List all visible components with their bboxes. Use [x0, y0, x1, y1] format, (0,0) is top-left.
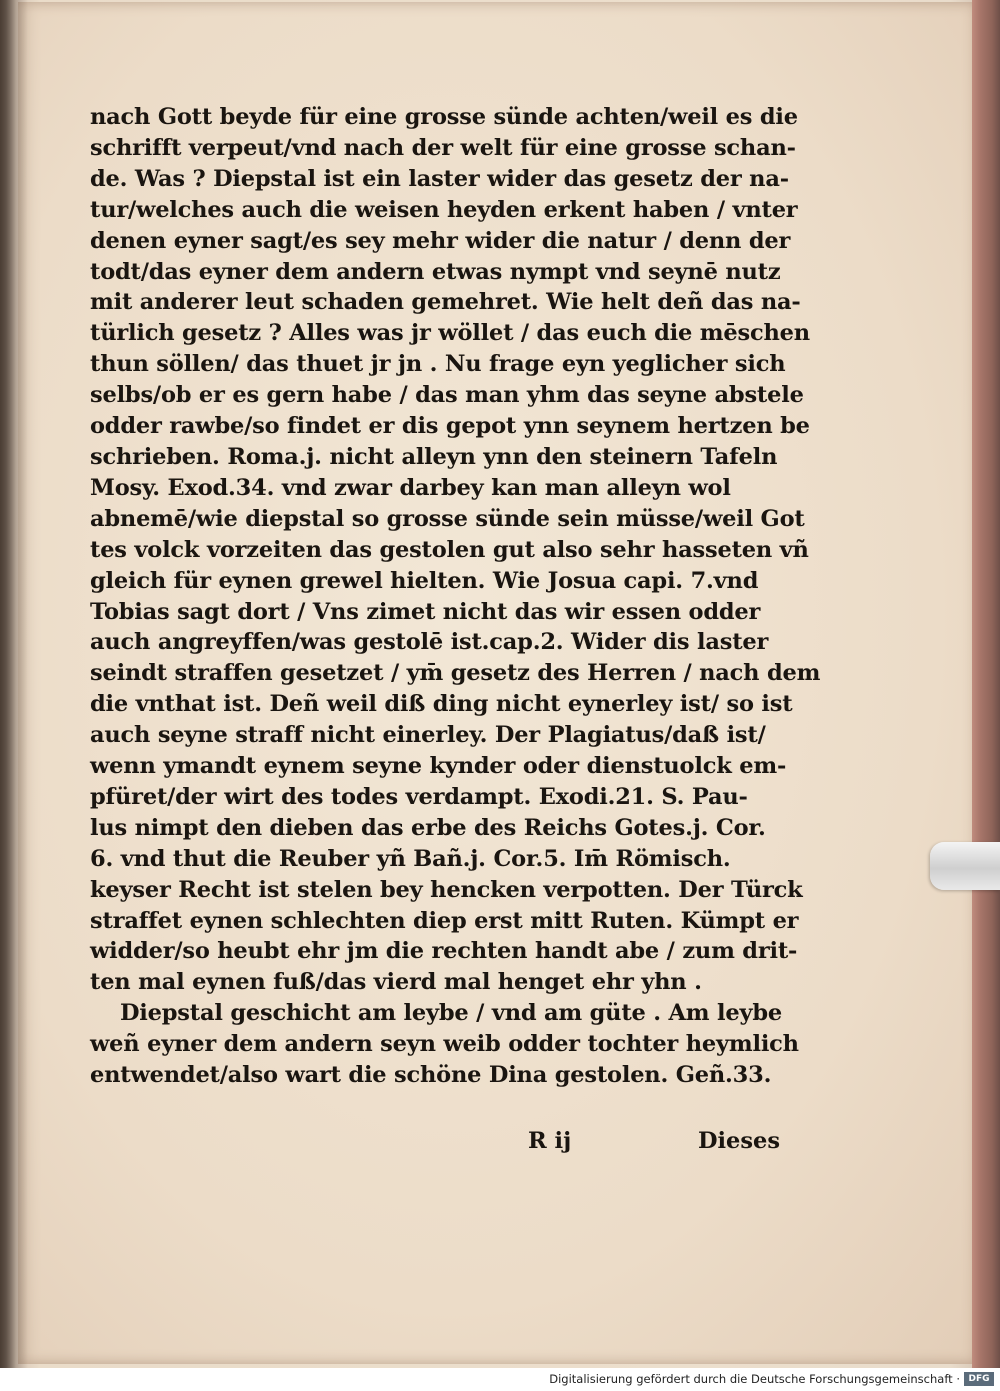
text-line: gleich für eynen grewel hielten. Wie Josua capi. 7.vnd	[90, 567, 759, 594]
text-line: odder rawbe/so findet er dis gepot ynn seynem hertzen be	[90, 413, 810, 440]
signature-mark: R ij	[528, 1128, 572, 1154]
text-line: seindt straffen gesetzet / ym̄ gesetz des Herren / nach dem	[90, 660, 821, 687]
paragraph-start-line: Diepstal geschicht am leybe / vnd am güte . Am leybe	[120, 1000, 783, 1027]
bookmark-tab	[930, 842, 1000, 890]
text-line: ten mal eynen fuß/das vierd mal henget ehr yhn .	[90, 969, 702, 996]
spine-shadow	[0, 0, 28, 1368]
text-line: die vnthat ist. Deñ weil diß ding nicht eynerley ist/ so ist	[90, 691, 793, 718]
text-line: nach Gott beyde für eine grosse sünde achten/weil es die	[90, 104, 798, 130]
text-line: mit anderer leut schaden gemehret. Wie helt deñ das na-	[90, 289, 801, 316]
text-line: abnemē/wie diepstal so grosse sünde sein müsse/weil Got	[90, 505, 805, 532]
body-text	[90, 102, 821, 1091]
text-line: keyser Recht ist stelen bey hencken verpotten. Der Türck	[90, 876, 803, 903]
text-line: pfüret/der wirt des todes verdampt. Exodi.21. S. Pau-	[90, 783, 748, 810]
text-line: schrifft verpeut/vnd nach der welt für eine grosse schan-	[90, 134, 796, 161]
page-edge	[972, 0, 1000, 1368]
text-line: weñ eyner dem andern seyn weib odder tochter heymlich	[90, 1031, 799, 1058]
text-line: thun söllen/ das thuet jr jn . Nu frage eyn yeglicher sich	[90, 351, 786, 378]
digitization-footer	[0, 1368, 1000, 1391]
text-line: türlich gesetz ? Alles was jr wöllet / das euch die mēschen	[90, 320, 810, 347]
text-line: selbs/ob er es gern habe / das man yhm das seyne abstele	[90, 382, 804, 409]
text-line: lus nimpt den dieben das erbe des Reichs Gotes.j. Cor.	[90, 814, 766, 841]
text-line: wenn ymandt eynem seyne kynder oder dienstuolck em-	[90, 753, 787, 780]
text-line: auch angreyffen/was gestolē ist.cap.2. Wider dis laster	[90, 629, 769, 656]
page-foot	[90, 1128, 780, 1160]
text-line: widder/so heubt ehr jm die rechten handt abe / zum drit-	[90, 938, 798, 965]
text-line: Tobias sagt dort / Vns zimet nicht das wir essen odder	[90, 598, 761, 625]
text-line: auch seyne straff nicht einerley. Der Plagiatus/daß ist/	[90, 722, 766, 749]
text-line: de. Was ? Diepstal ist ein laster wider das gesetz der na-	[90, 165, 789, 192]
text-line: tes volck vorzeiten das gestolen gut also sehr hasseten vñ	[90, 536, 809, 563]
text-line: straffet eynen schlechten diep erst mitt Ruten. Kümpt er	[90, 907, 799, 934]
text-line: schrieben. Roma.j. nicht alleyn ynn den steinern Tafeln	[90, 443, 778, 470]
text-line: todt/das eyner dem andern etwas nympt vnd seynē nutz	[90, 258, 781, 285]
text-line: 6. vnd thut die Reuber yñ Bañ.j. Cor.5. Im̄ Römisch.	[90, 845, 731, 872]
funding-notice: Digitalisierung gefördert durch die Deutsche Forschungsgemeinschaft ·	[549, 1372, 960, 1386]
text-line: tur/welches auch die weisen heyden erkent haben / vnter	[90, 196, 798, 223]
catchword: Dieses	[697, 1128, 780, 1154]
text-line: Mosy. Exod.34. vnd zwar darbey kan man alleyn wol	[90, 474, 731, 501]
text-line: entwendet/also wart die schöne Dina gestolen. Geñ.33.	[90, 1062, 772, 1089]
dfg-logo: DFG	[964, 1372, 994, 1386]
text-line: denen eyner sagt/es sey mehr wider die natur / denn der	[90, 227, 791, 254]
